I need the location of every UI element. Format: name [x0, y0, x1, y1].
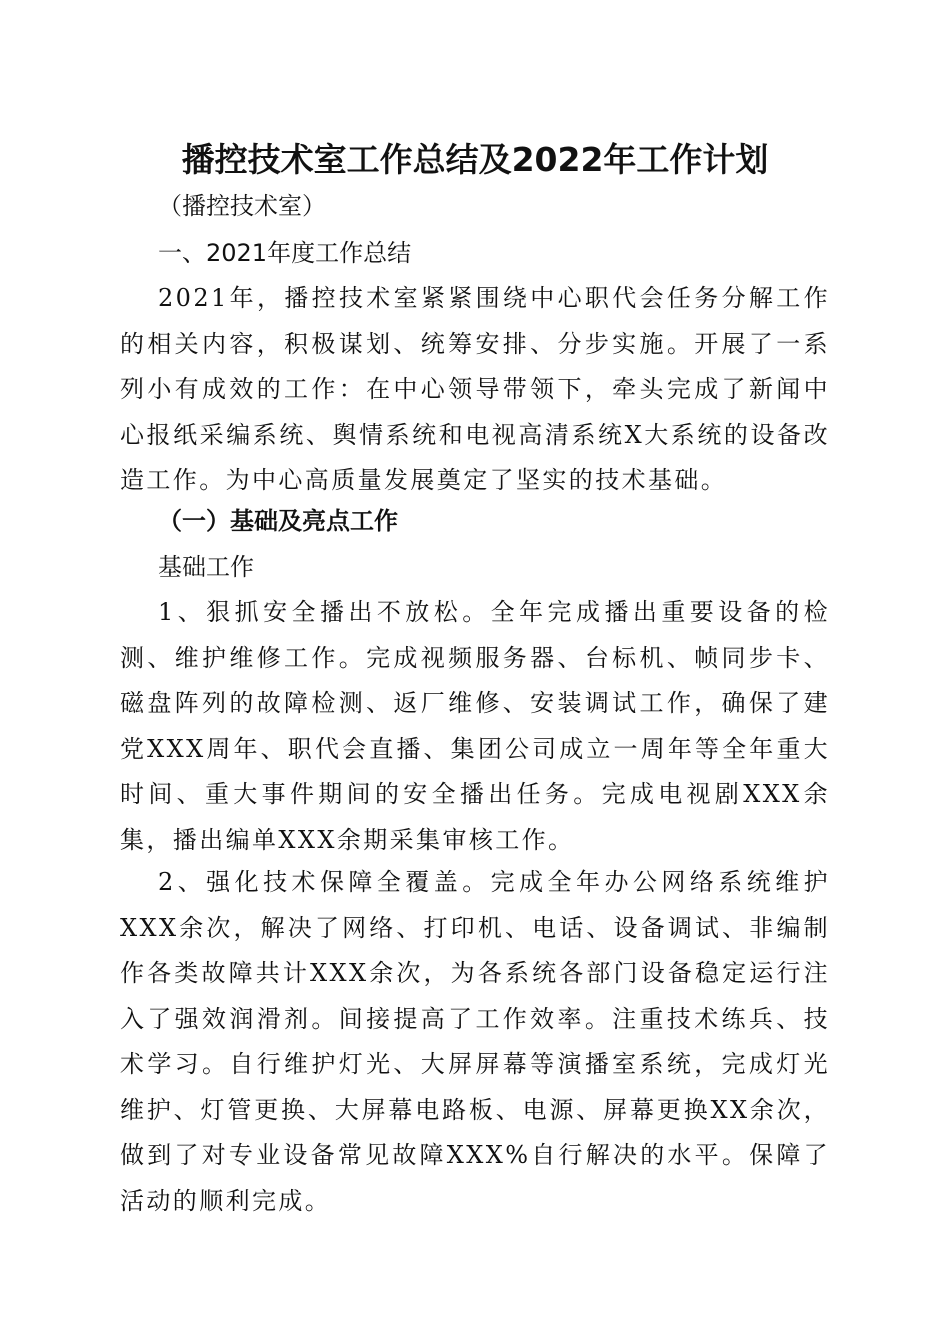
section-heading-annual-summary: 一、2021年度工作总结 — [158, 239, 412, 267]
subsection-heading-basic-highlights: （一）基础及亮点工作 — [158, 506, 398, 535]
document-subtitle: （播控技术室） — [158, 192, 326, 220]
document-title: 播控技术室工作总结及2022年工作计划 — [181, 140, 769, 179]
item-2-paragraph: 2、强化技术保障全覆盖。完成全年办公网络系统维护XXX余次，解决了网络、打印机、电话、设备调试、非编制作各类故障共计XXX余次，为各系统各部门设备稳定运行注入了强效润滑剂。间接提高了工作效率。注重技术练兵、技术学习。自行维护灯光、大屏屏幕等演播室系统，完成灯光维护、灯管更换、大屏幕电路板、电源、屏幕更换XX余次，做到了对专业设备常见故障XXX%自行解决的水平。保障了活动的顺利完成。 — [120, 868, 830, 1215]
intro-paragraph: 2021年，播控技术室紧紧围绕中心职代会任务分解工作的相关内容，积极谋划、统筹安排、分步实施。开展了一系列小有成效的工作：在中心领导带领下，牵头完成了新闻中心报纸采编系统、舆情系统和电视高清系统X大系统的设备改造工作。为中心高质量发展奠定了坚实的技术基础。 — [120, 284, 830, 494]
basic-work-heading: 基础工作 — [158, 553, 254, 581]
item-1-paragraph: 1、狠抓安全播出不放松。全年完成播出重要设备的检测、维护维修工作。完成视频服务器、台标机、帧同步卡、磁盘阵列的故障检测、返厂维修、安装调试工作，确保了建党XXX周年、职代会直播、集团公司成立一周年等全年重大时间、重大事件期间的安全播出任务。完成电视剧XXX余集，播出编单XXX余期采集审核工作。 — [120, 598, 830, 854]
